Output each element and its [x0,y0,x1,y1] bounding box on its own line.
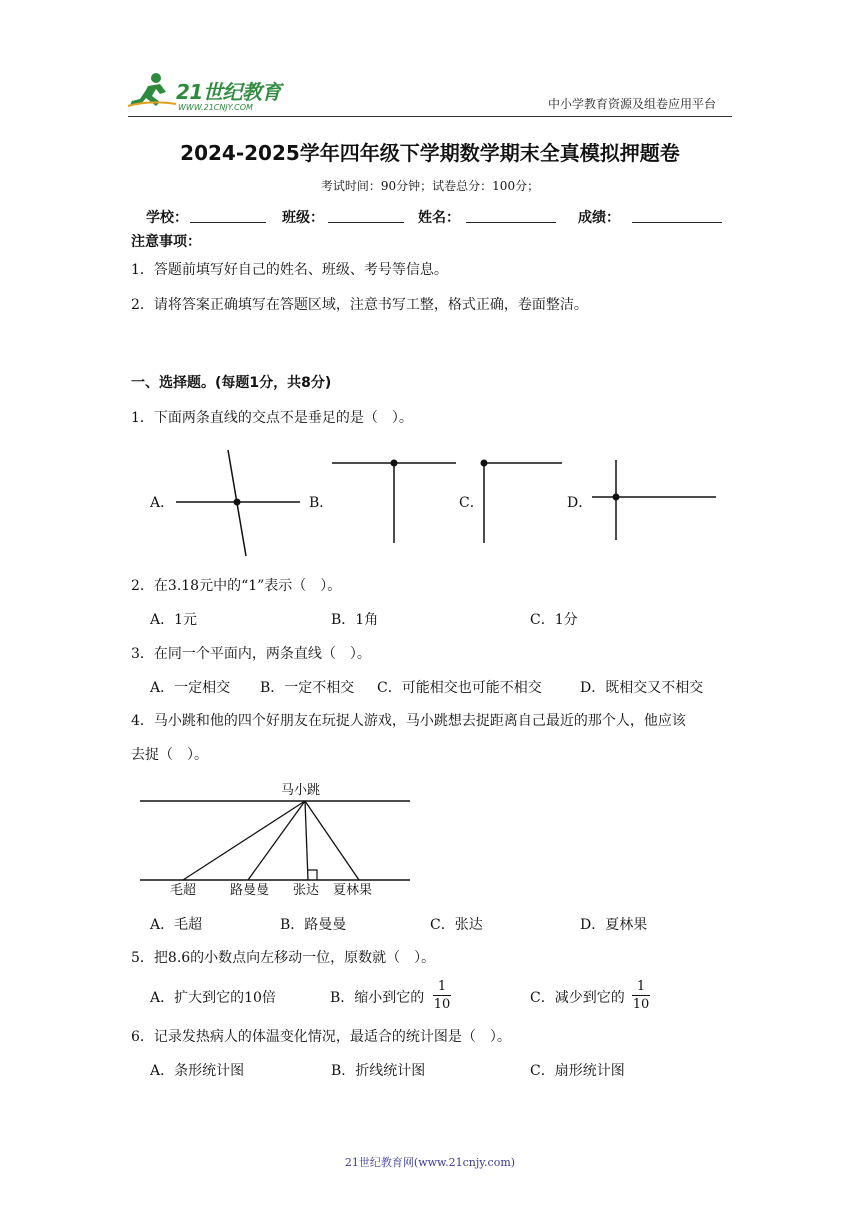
option-label: C．1分 [530,612,578,628]
notes-item: 1．答题前填写好自己的姓名、班级、考号等信息。 [131,262,448,278]
figure-label-bottom: 路曼曼 [230,883,270,898]
field-score-label: 成绩： [578,210,620,226]
figure-option-b [328,455,460,547]
figure-option-d [588,458,720,542]
figure-option-a [170,448,310,560]
question-stem: 4．马小跳和他的四个好朋友在玩捉人游戏，马小跳想去捉距离自己最近的那个人，他应该 [131,713,686,729]
option-label: C．减少到它的 [530,990,625,1006]
platform-label: 中小学教育资源及组卷应用平台 [548,97,717,111]
option-label: B．缩小到它的 [330,990,425,1006]
footer-link[interactable]: 21世纪教育网(www.21cnjy.com) [344,1156,516,1169]
option-label: B．一定不相交 [260,680,355,696]
exam-info: 考试时间：90分钟；试卷总分：100分； [320,179,540,193]
field-name-label: 姓名： [418,210,460,226]
question-stem: 3．在同一个平面内，两条直线（ ）。 [131,646,371,662]
figure-label-bottom: 毛超 [170,883,197,898]
option-label: D．夏林果 [580,917,648,933]
fraction-one-tenth: 1 10 [632,979,650,1012]
field-class-blank[interactable] [328,222,404,223]
question-stem: 6．记录发热病人的体温变化情况，最适合的统计图是（ ）。 [131,1029,511,1045]
option-label: B．路曼曼 [280,917,347,933]
section-heading: 一、选择题。(每题1分，共8分) [131,375,332,391]
option-label: C．张达 [430,917,483,933]
question-stem: 1．下面两条直线的交点不是垂足的是（ ）。 [131,410,413,426]
field-school-label: 学校： [146,210,188,226]
figure-label-bottom: 张达 [293,883,320,898]
option-label: A．1元 [150,612,198,628]
option-label: B． [309,495,334,511]
field-score-blank[interactable] [632,222,722,223]
figure-label-bottom: 夏林果 [333,883,373,898]
option-label: B．折线统计图 [331,1063,426,1079]
notes-heading: 注意事项： [131,234,201,250]
figure-label-top: 马小跳 [281,783,321,798]
option-label: D．既相交又不相交 [580,680,704,696]
logo-runner-icon [126,70,178,110]
question-stem-cont: 去捉（ ）。 [131,747,208,763]
logo-text: 21世纪教育 [176,80,281,104]
logo-url: WWW.21CNJY.COM [178,103,253,112]
figure-option-c [476,455,568,547]
field-class-label: 班级： [282,210,324,226]
option-label: A． [150,495,175,511]
option-label: B．1角 [331,612,379,628]
page-title: 2024-2025学年四年级下学期数学期末全真模拟押题卷 [180,141,680,165]
option-label: A．扩大到它的10倍 [150,990,276,1006]
field-school-blank[interactable] [190,222,266,223]
question-stem: 5．把8.6的小数点向左移动一位，原数就（ ）。 [131,950,436,966]
question-stem: 2．在3.18元中的“1”表示（ ）。 [131,578,342,594]
option-label: C．扇形统计图 [530,1063,625,1079]
option-label: A．一定相交 [150,680,231,696]
option-label: A．毛超 [150,917,203,933]
fraction-one-tenth: 1 10 [433,979,451,1012]
option-label: D． [567,495,593,511]
option-label: C．可能相交也可能不相交 [377,680,542,696]
field-name-blank[interactable] [466,222,556,223]
option-label: C． [459,495,484,511]
option-label: A．条形统计图 [150,1063,245,1079]
header-divider [128,116,732,117]
notes-item: 2．请将答案正确填写在答题区域，注意书写工整，格式正确，卷面整洁。 [131,297,588,313]
